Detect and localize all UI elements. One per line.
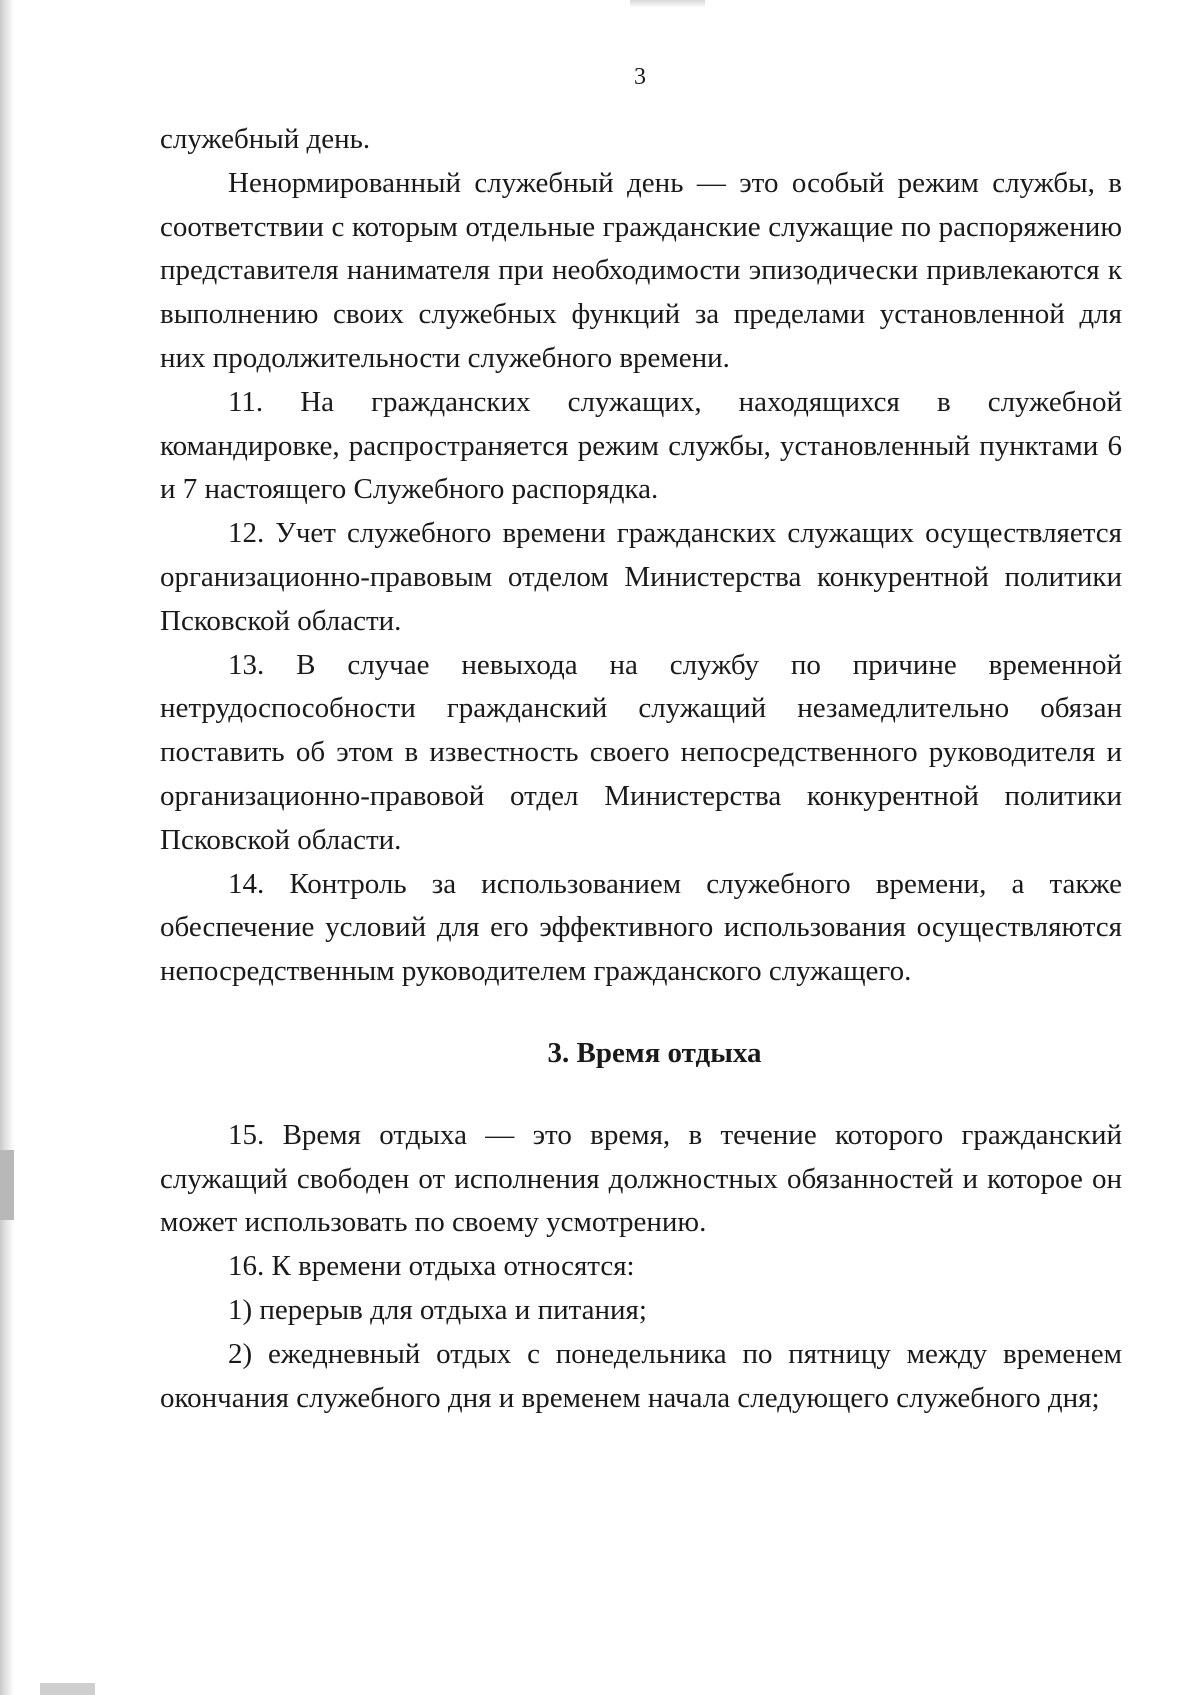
paragraph: служебный день. [160, 123, 371, 155]
list-item: 1) перерыв для отдыха и питания; [228, 1293, 647, 1326]
scan-artifact-bottom [40, 1683, 95, 1695]
page-number: 3 [634, 64, 646, 90]
paragraph-item-13: 13. В случае невыхода на службу по причине временной нетрудоспособности гражданский служащий незамедлительно обязан поставить об этом в известность своего непосредственного руководителя и организационно-правовой отдел Министерства конкурентной политики Псковской области. [160, 648, 1122, 856]
paragraph-item-12: 12. Учет служебного времени гражданских служащих осуществляется организационно-правовым отделом Министерства конкурентной политики Псковской области. [160, 517, 1122, 637]
scan-artifact-top [630, 0, 705, 8]
paragraph-item-14: 14. Контроль за использованием служебного времени, а также обеспечение условий для его эффективного использования осуществляются непосредственным руководителем гражданского служащего. [160, 867, 1122, 988]
paragraph-item-16: 16. К времени отдыха относятся: [228, 1250, 635, 1283]
paragraph-item-15: 15. Время отдыха — это время, в течение которого гражданский служащий свободен от исполнения должностных обязанностей и которое он может использовать по своему усмотрению. [160, 1118, 1122, 1239]
list-item: 2) ежедневный отдых с понедельника по пятницу между временем окончания служебного дня и временем начала следующего служебного дня; [160, 1337, 1122, 1414]
paragraph: Ненормированный служебный день — это особый режим службы, в соответствии с которым отдельные гражданские служащие по распоряжению представителя нанимателя при необходимости эпизодически привлекаются к выполнению своих служебных функций за пределами установленной для них продолжительности служебного времени. [160, 166, 1122, 374]
section-heading: 3. Время отдыха [547, 1036, 762, 1069]
document-body [160, 118, 1122, 1420]
scan-artifact-left [0, 1150, 14, 1220]
scan-shadow-left [0, 0, 14, 1695]
paragraph-item-11: 11. На гражданских служащих, находящихся в служебной командировке, распространяется режим службы, установленный пунктами 6 и 7 настоящего Служебного распорядка. [160, 385, 1122, 506]
